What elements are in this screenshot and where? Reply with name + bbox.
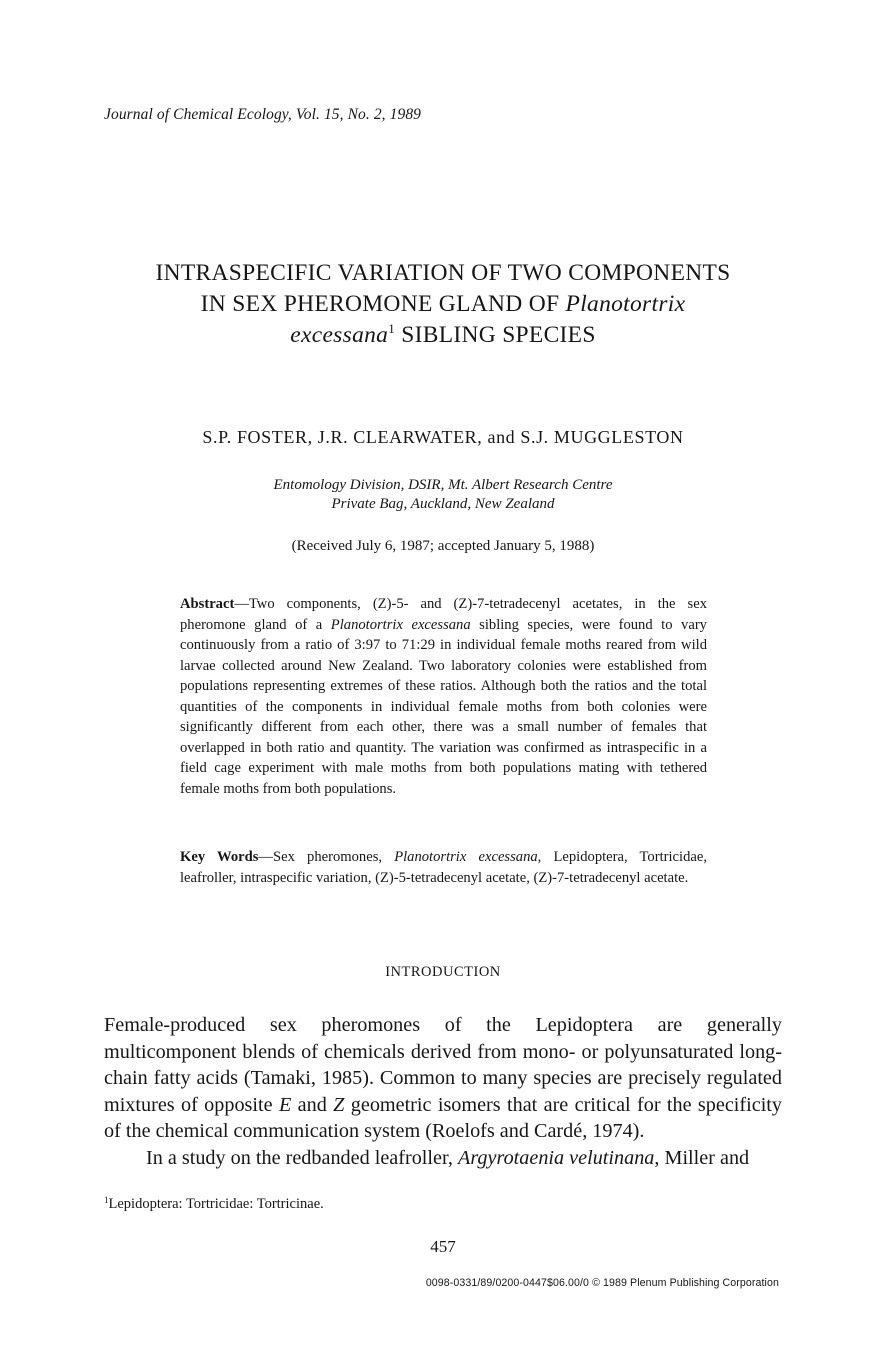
paper-title	[60, 258, 826, 351]
affiliation: Entomology Division, DSIR, Mt. Albert Research Centre Private Bag, Auckland, New Zealand	[273, 477, 613, 512]
keywords-label: Key Words	[180, 849, 259, 865]
footnote-marker: 1	[388, 321, 396, 336]
title-line-1: INTRASPECIFIC VARIATION OF TWO COMPONENTS	[155, 260, 731, 286]
keywords: Key Words—Sex pheromones, Planotortrix excessana, Lepidoptera, Tortricidae, leafroller, intraspecific variation, (Z)-5-tetradecenyl acetate, (Z)-7-tetradecenyl acetate.	[180, 849, 707, 886]
section-heading: INTRODUCTION	[385, 964, 501, 980]
paragraph: In a study on the redbanded leafroller, Argyrotaenia velutinana, Miller and	[146, 1146, 750, 1169]
body-text	[104, 1012, 782, 1171]
title-line-3: excessana$^1$ SIBLING SPECIES	[290, 321, 596, 348]
received-dates: (Received July 6, 1987; accepted January 5, 1988)	[291, 538, 595, 554]
copyright-line: 0098-0331/89/0200-0447$06.00/0 © 1989 Plenum Publishing Corporation	[425, 1277, 779, 1289]
paragraph: Female-produced sex pheromones of the Lepidoptera are generally multicomponent blends of chemicals derived from mono- or polyunsaturated long-chain fatty acids (Tamaki, 1985). Common to many species are precisely regulated mixtures of opposite E and Z geometric isomers that are critical for the specificity of the chemical communication system (Roelofs and Cardé, 1974).	[104, 1014, 783, 1142]
footnote-mark: 1	[104, 1195, 109, 1205]
title-line-2: IN SEX PHEROMONE GLAND OF Planotortrix	[200, 291, 686, 317]
abstract: Abstract—Two components, (Z)-5- and (Z)-7-tetradecenyl acetates, in the sex pheromone gland of a Planotortrix excessana sibling species, were found to vary continuously from a ratio of 3:97 to 71:29 in individual female moths reared from wild larvae collected around New Zealand. Two laboratory colonies were established from populations representing extremes of these ratios. Although both the ratios and the total quantities of the components in individual female moths from both colonies were significantly different from each other, there was a small number of females that overlapped in both ratio and quantity. The variation was confirmed as intraspecific in a field cage experiment with male moths from both populations mating with tethered female moths from both populations.	[180, 596, 707, 797]
footnote: $^1$Lepidoptera: Tortricidae: Tortricinae.	[104, 1195, 324, 1212]
journal-citation: Journal of Chemical Ecology, Vol. 15, No. 2, 1989	[104, 106, 422, 123]
author-list: S.P. FOSTER, J.R. CLEARWATER, and S.J. MUGGLESTON	[202, 427, 684, 447]
page-number: 457	[430, 1237, 456, 1256]
abstract-label: Abstract	[180, 596, 235, 612]
